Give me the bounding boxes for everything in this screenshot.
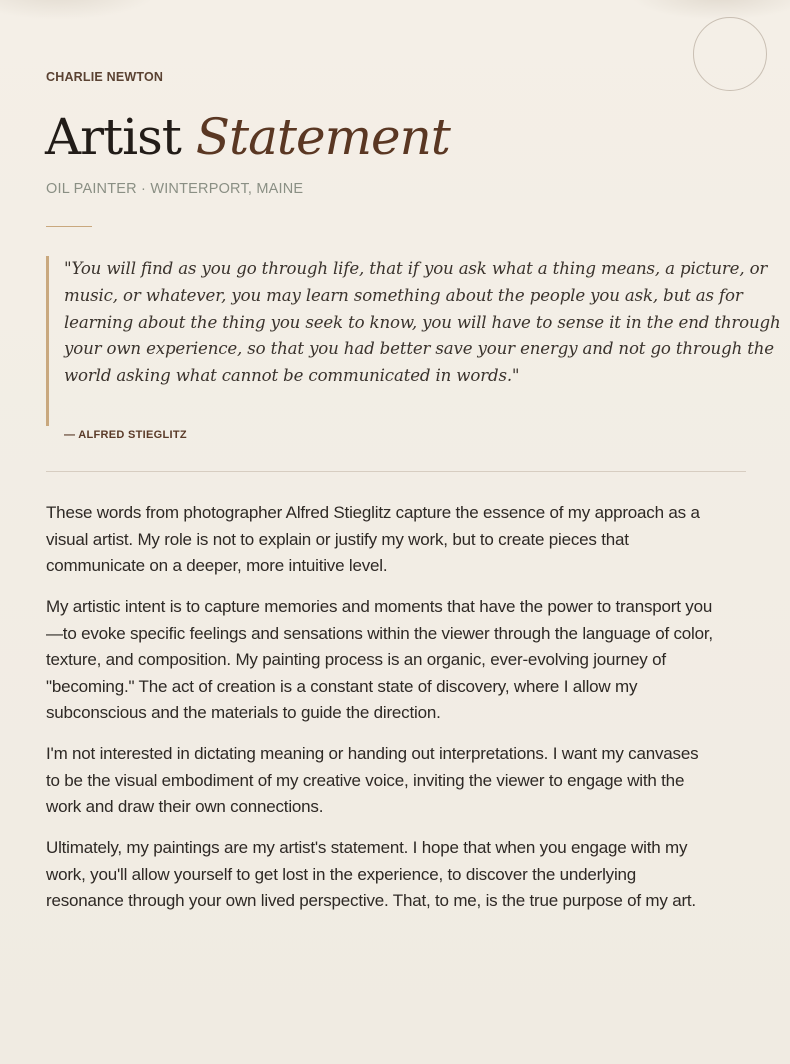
body-paragraph: My artistic intent is to capture memories and moments that have the power to transport you—to evoke specific feelings and sensations within the viewer through the language of color, texture, and composition. My painting process is an organic, ever-evolving journey of "becoming." The act of creation is a constant state of discovery, where I allow my subconscious and the materials to guide the direction. bbox=[46, 597, 713, 722]
decorative-circle bbox=[693, 17, 767, 91]
quote-accent-bar bbox=[46, 256, 49, 426]
title-accent: Statement bbox=[195, 108, 450, 166]
quote-text: "You will find as you go through life, that if you ask what a thing means, a picture, or music, or whatever, you may learn something about the people you ask, but as for learning about the thing you seek to know, you will have to sense it in the end through your own experience, so that you had better save your energy and not go through the world asking what cannot be communicated in words." bbox=[64, 259, 781, 386]
section-divider bbox=[46, 471, 746, 472]
title-divider bbox=[46, 226, 92, 227]
author-name: CHARLIE NEWTON bbox=[46, 70, 164, 84]
body-paragraph: I'm not interested in dictating meaning or handing out interpretations. I want my canvases to be the visual embodiment of my creative voice, inviting the viewer to engage with the work and draw their own connections. bbox=[46, 744, 699, 816]
body-paragraph: These words from photographer Alfred Stieglitz capture the essence of my approach as a visual artist. My role is not to explain or justify my work, but to create pieces that communicate on a deeper, more intuitive level. bbox=[46, 503, 700, 575]
quote-attribution: — ALFRED STIEGLITZ bbox=[64, 429, 187, 441]
body-paragraph: Ultimately, my paintings are my artist's statement. I hope that when you engage with my work, you'll allow yourself to get lost in the experience, to discover the underlying resonance through your own lived perspective. That, to me, is the true purpose of my art. bbox=[46, 838, 696, 910]
statement-body bbox=[46, 500, 716, 929]
corner-glow-right bbox=[630, 0, 790, 20]
page-title bbox=[45, 108, 450, 166]
corner-glow-left bbox=[0, 0, 160, 20]
page-subtitle: OIL PAINTER · WINTERPORT, MAINE bbox=[46, 181, 304, 197]
title-main: Artist bbox=[45, 108, 181, 166]
